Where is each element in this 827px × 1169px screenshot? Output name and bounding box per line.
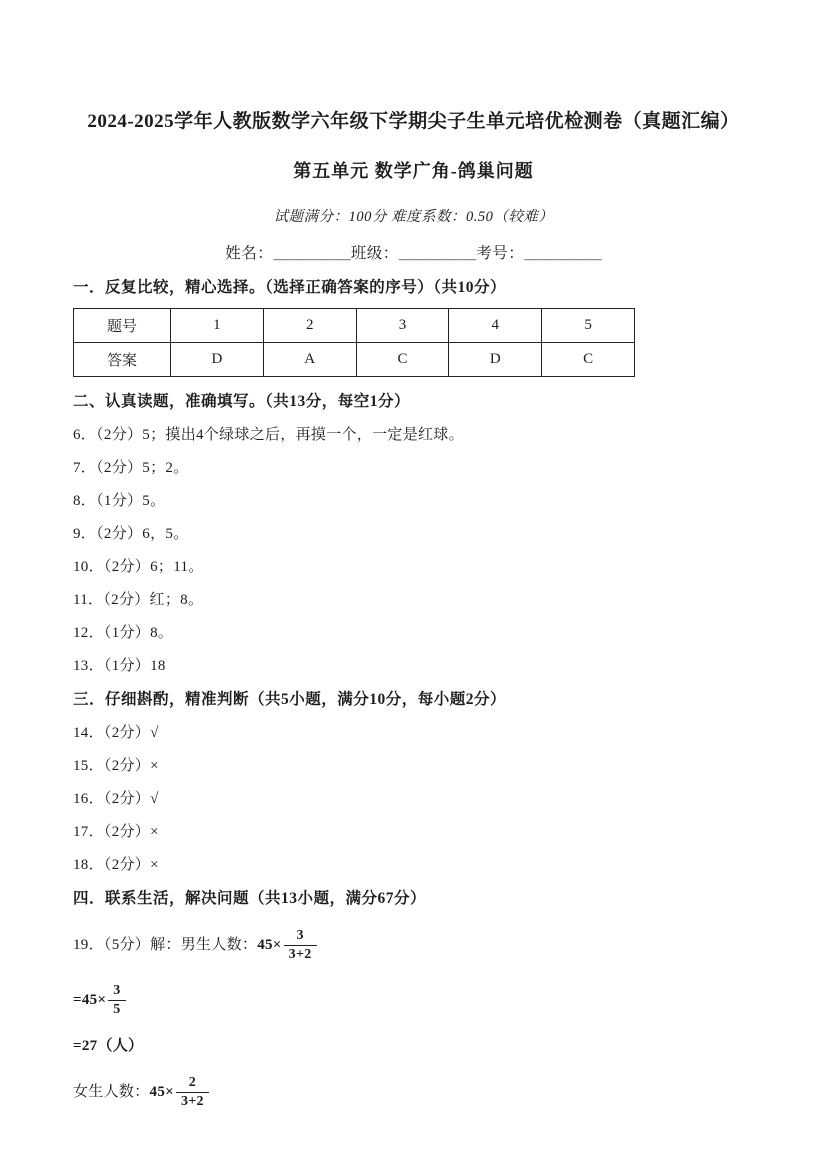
answer-item-19-line-2 [73,983,767,1018]
table-cell-a4: D [449,343,542,377]
q19-fraction-3-denominator: 3+2 [176,1092,209,1110]
q19-fraction-1 [284,928,317,963]
page-title: 2024-2025学年人教版数学六年级下学期尖子生单元培优检测卷（真题汇编） [87,111,740,132]
q19-fraction-3 [176,1075,209,1110]
student-info-line [0,241,827,263]
exam-meta-line: 试题满分：100分 难度系数：0.50（较难） [273,209,554,225]
table-cell-q1: 1 [171,309,264,343]
answer-item-19-line-4 [73,1075,767,1110]
answer-item-18: 18．（2分）× [73,857,159,873]
answer-item-9: 9．（2分）6，5。 [73,526,189,542]
table-cell-q4: 4 [449,309,542,343]
q19-expr3-lead: 45× [149,1084,174,1100]
section-4-heading: 四．联系生活，解决问题（共13小题，满分67分） [73,890,427,907]
answer-item-7: 7．（2分）5；2。 [73,460,189,476]
q19-solution-prefix: 19．（5分）解：男生人数： [73,937,258,953]
answer-item-10: 10．（2分）6；11。 [73,559,204,575]
q19-fraction-2-numerator: 3 [113,983,121,998]
class-label: 班级： [350,245,399,262]
table-cell-q3: 3 [356,309,449,343]
q19-girls-label: 女生人数： [73,1084,150,1100]
table-cell-q2: 2 [263,309,356,343]
answer-item-15: 15．（2分）× [73,758,159,774]
answer-item-17: 17．（2分）× [73,824,159,840]
q19-fraction-2 [108,983,125,1018]
table-row-question-numbers [74,309,635,343]
answer-item-11: 11．（2分）红；8。 [73,592,204,608]
q19-fraction-1-numerator: 3 [296,928,304,943]
class-blank: ＿＿＿＿＿ [398,245,477,262]
answer-item-12: 12．（1分）8。 [73,625,174,641]
exam-no-label: 考号： [476,245,525,262]
answer-item-8: 8．（1分）5。 [73,493,166,509]
q19-fraction-2-denominator: 5 [108,1000,125,1018]
table-cell-q5: 5 [542,309,635,343]
section-3-heading: 三．仔细斟酌，精准判断（共5小题，满分10分，每小题2分） [73,691,507,708]
name-blank: ＿＿＿＿＿ [273,245,351,262]
exam-no-blank: ＿＿＿＿＿ [524,245,602,262]
answer-item-6: 6．（2分）5；摸出4个绿球之后，再摸一个，一定是红球。 [73,427,464,443]
section-2-heading: 二、认真读题，准确填写。（共13分，每空1分） [73,393,411,410]
answer-item-13: 13．（1分）18 [73,658,166,674]
q19-expr1-lead: 45× [257,937,282,953]
answer-key-table [73,308,635,377]
q19-fraction-3-numerator: 2 [188,1075,197,1090]
table-cell-a1: D [171,343,264,377]
name-label: 姓名： [225,245,274,262]
answer-item-19-line-1 [73,928,767,963]
table-cell-a3: C [356,343,449,377]
table-cell-a5: C [542,343,635,377]
q19-expr2-lead: =45× [73,992,107,1008]
answer-item-14: 14．（2分）√ [73,725,159,741]
q19-fraction-1-denominator: 3+2 [284,945,317,963]
answer-item-19-line-3: =27（人） [73,1038,144,1054]
table-cell-a2: A [263,343,356,377]
table-cell-answer-header: 答案 [74,343,171,377]
unit-subtitle: 第五单元 数学广角-鸽巢问题 [293,161,534,181]
section-1-heading: 一．反复比较，精心选择。（选择正确答案的序号）（共10分） [73,279,507,296]
table-cell-question-header: 题号 [74,309,171,343]
answer-item-16: 16．（2分）√ [73,791,159,807]
table-row-answers [74,343,635,377]
